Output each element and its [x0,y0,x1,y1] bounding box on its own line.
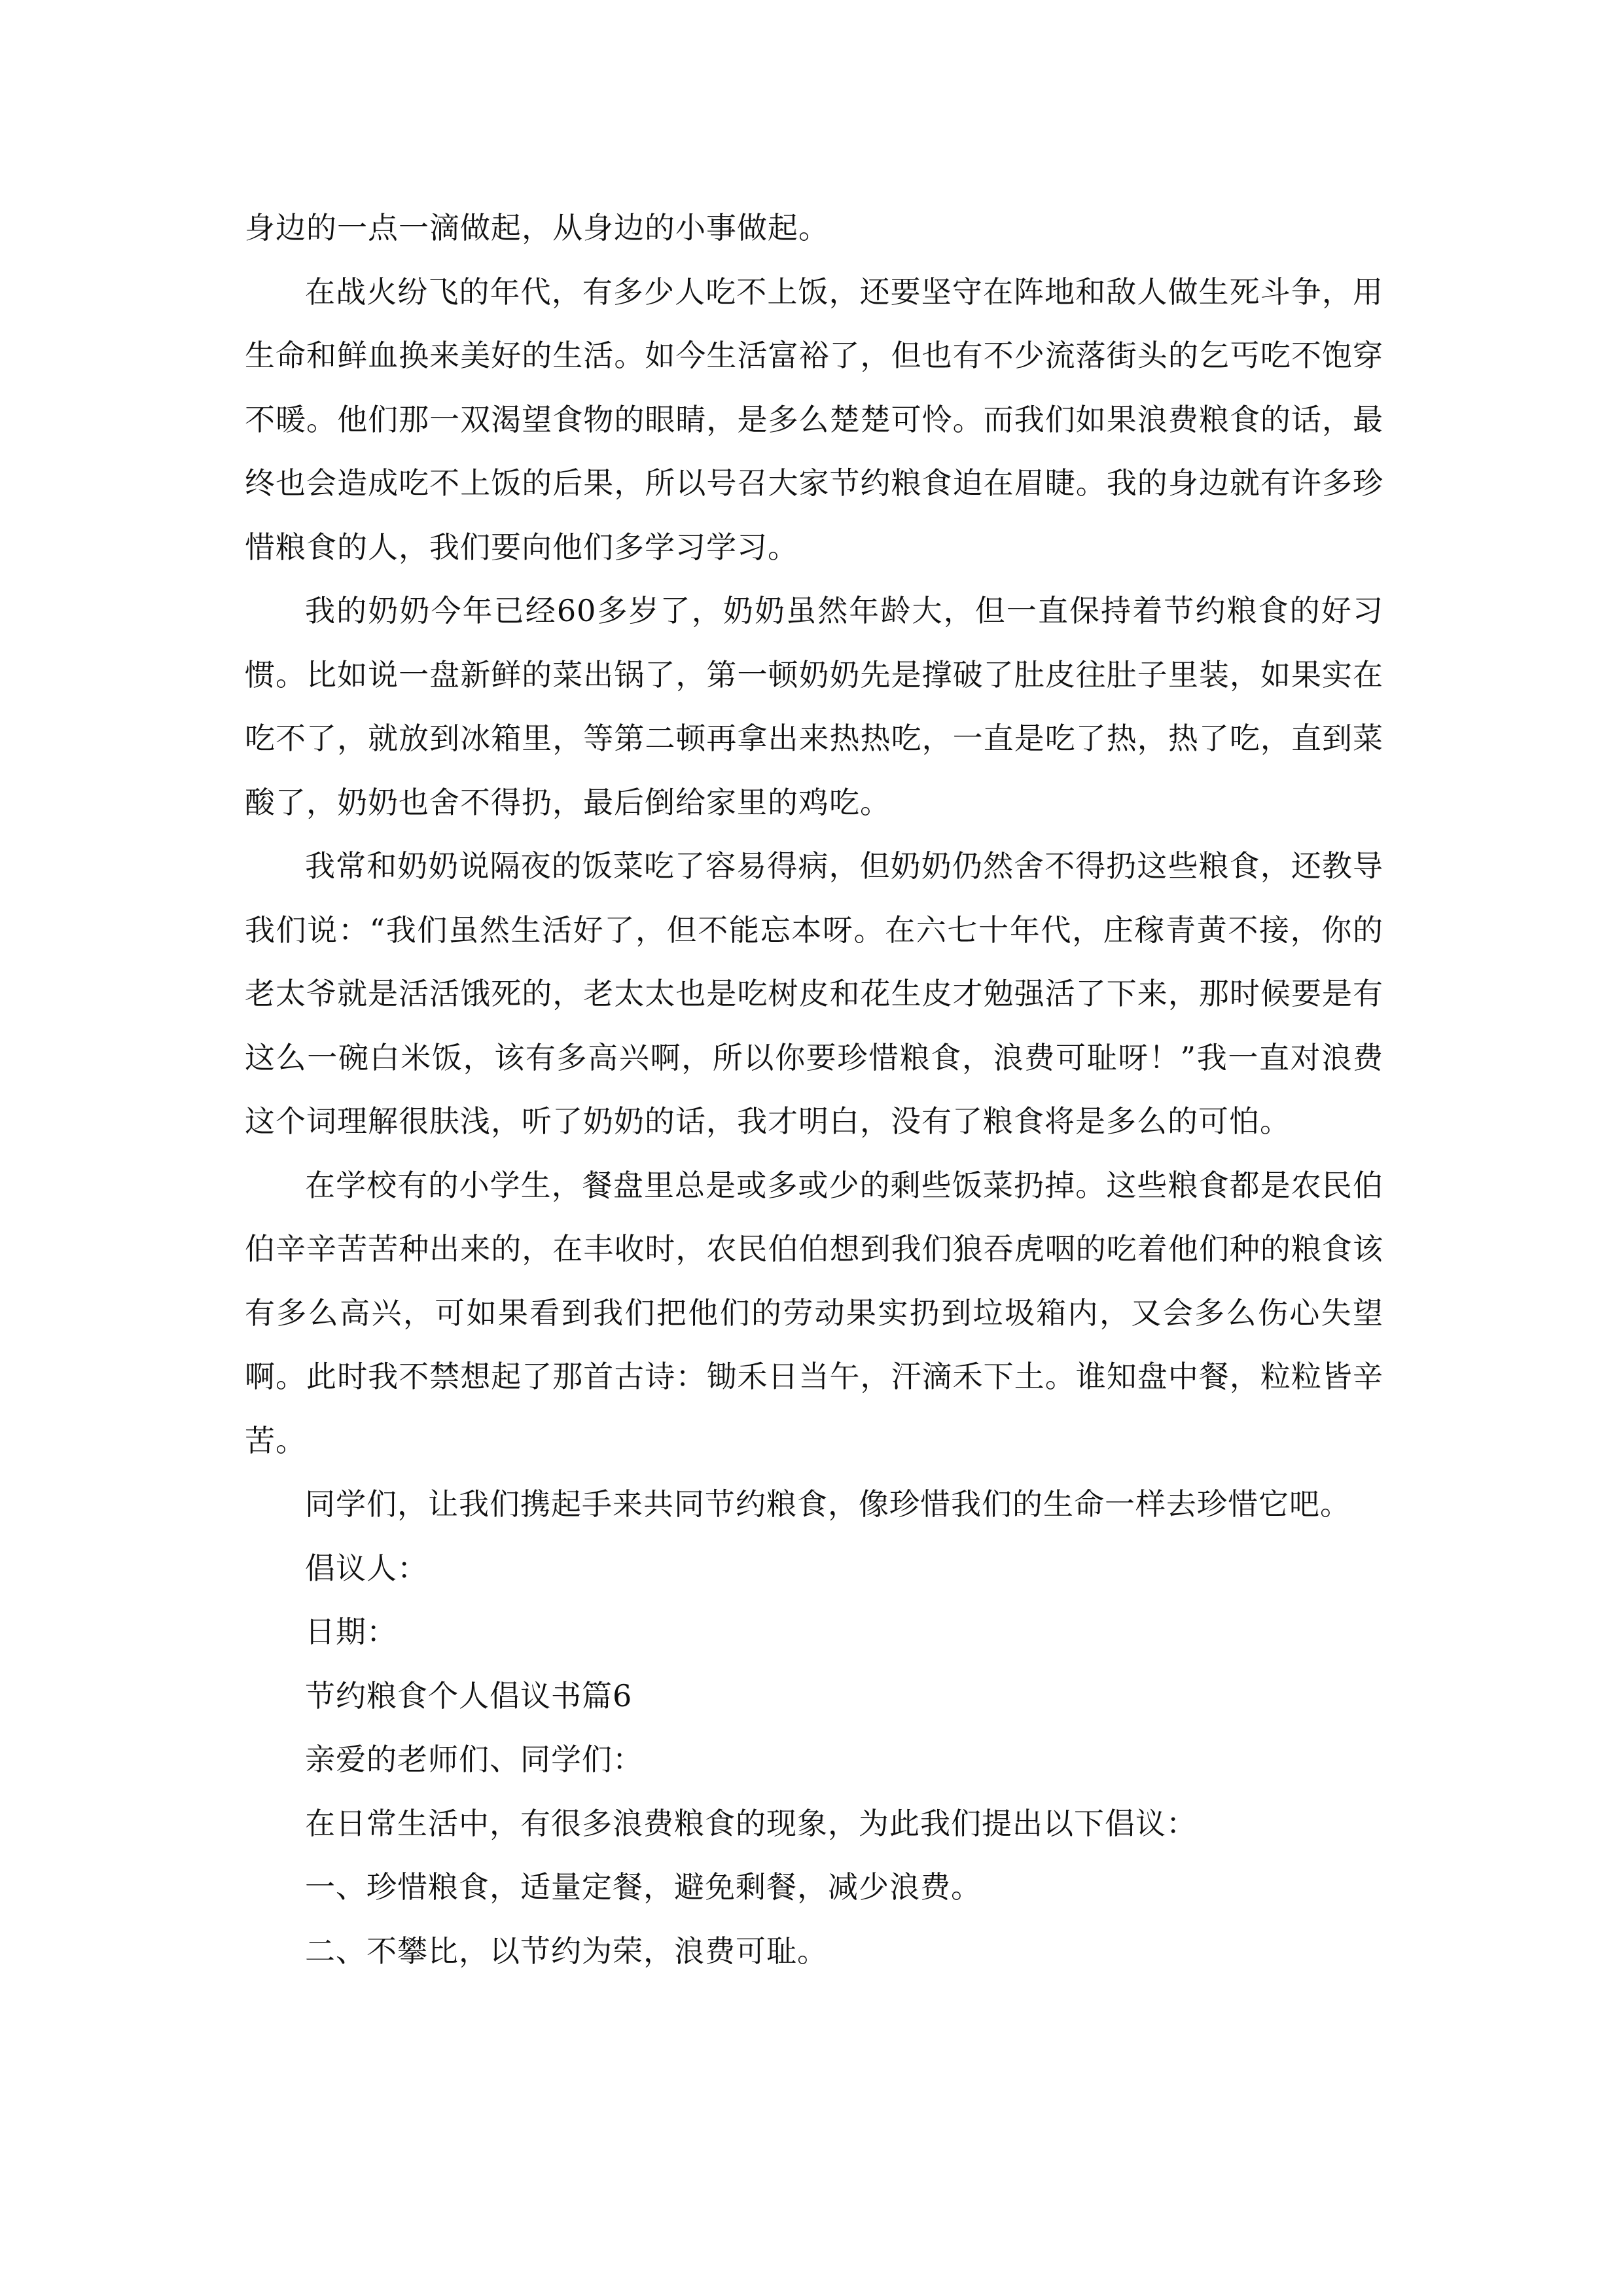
paragraph-grandma-habit: 我的奶奶今年已经60多岁了，奶奶虽然年龄大，但一直保持着节约粮食的好习惯。比如说一盘新鲜的菜出锅了，第一顿奶奶先是撑破了肚皮往肚子里装，如果实在吃不了，就放到冰箱里，等第二顿再拿出来热热吃，一直是吃了热，热了吃，直到菜酸了，奶奶也舍不得扔，最后倒给家里的鸡吃。 [245,593,1383,820]
proposal-item-2: 二、不攀比，以节约为荣，浪费可耻。 [305,1933,828,1969]
paragraph-school-waste: 在学校有的小学生，餐盘里总是或多或少的剩些饭菜扔掉。这些粮食都是农民伯伯辛辛苦苦种出来的，在丰收时，农民伯伯想到我们狼吞虎咽的吃着他们种的粮食该有多么高兴，可如果看到我们把他们的劳动果实扔到垃圾箱内，又会多么伤心失望啊。此时我不禁想起了那首古诗：锄禾日当午，汗滴禾下土。谁知盘中餐，粒粒皆辛苦。 [245,1167,1383,1458]
paragraph-war-era: 在战火纷飞的年代，有多少人吃不上饭，还要坚守在阵地和敌人做生死斗争，用生命和鲜血换来美好的生活。如今生活富裕了，但也有不少流落街头的乞丐吃不饱穿不暖。他们那一双渴望食物的眼睛，是多么楚楚可怜。而我们如果浪费粮食的话，最终也会造成吃不上饭的后果，所以号召大家节约粮食迫在眉睫。我的身边就有许多珍惜粮食的人，我们要向他们多学习学习。 [245,274,1383,565]
document-body [245,196,1383,1983]
salutation: 亲爱的老师们、同学们： [305,1742,643,1777]
section-title: 节约粮食个人倡议书篇6 [305,1677,633,1713]
paragraph-continuation: 身边的一点一滴做起，从身边的小事做起。 [245,210,829,245]
proposal-intro: 在日常生活中，有很多浪费粮食的现象，为此我们提出以下倡议： [305,1805,1197,1841]
paragraph-grandma-teaching: 我常和奶奶说隔夜的饭菜吃了容易得病，但奶奶仍然舍不得扔这些粮食，还教导我们说：“我们虽然生活好了，但不能忘本呀。在六七十年代，庄稼青黄不接，你的老太爷就是活活饿死的，老太太也是吃树皮和花生皮才勉强活了下来，那时候要是有这么一碗白米饭，该有多高兴啊，所以你要珍惜粮食，浪费可耻呀！”我一直对浪费这个词理解很肤浅，听了奶奶的话，我才明白，没有了粮食将是多么的可怕。 [245,848,1383,1139]
proposer-label: 倡议人： [305,1550,428,1586]
date-label: 日期： [305,1614,397,1649]
proposal-item-1: 一、珍惜粮食，适量定餐，避免剩餐，减少浪费。 [305,1869,982,1905]
paragraph-call-to-action: 同学们，让我们携起手来共同节约粮食，像珍惜我们的生命一样去珍惜它吧。 [305,1486,1351,1522]
